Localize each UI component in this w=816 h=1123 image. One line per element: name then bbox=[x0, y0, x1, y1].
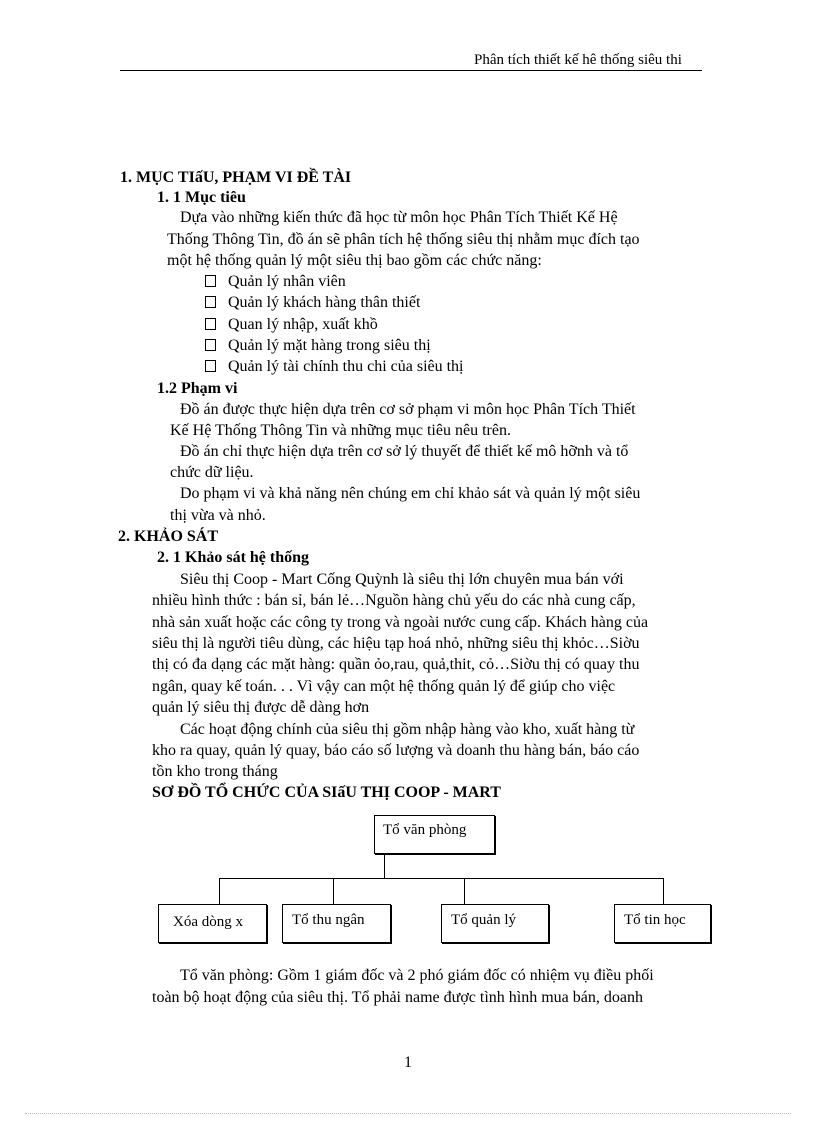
paragraph-line: một hệ thống quản lý một siêu thị bao gồm các chức năng: bbox=[167, 252, 542, 269]
heading-1-2: 1.2 Phạm vi bbox=[157, 380, 238, 397]
heading-1: 1. MỤC TIấU, PHẠM VI ĐỀ TÀI bbox=[120, 169, 352, 186]
org-node-child: Tổ tin học bbox=[614, 904, 711, 943]
paragraph-line: nhiều hình thức : bán sỉ, bán lẻ…Nguồn hàng chủ yếu do các nhà cung cấp, bbox=[152, 592, 636, 609]
checkbox-bullet-icon bbox=[205, 339, 216, 351]
paragraph-line: Do phạm vi và khả năng nên chúng em chỉ khảo sát và quản lý một siêu bbox=[180, 485, 641, 502]
connector-line bbox=[464, 878, 465, 904]
org-node-root: Tổ văn phòng bbox=[374, 815, 495, 854]
running-header: Phân tích thiết kế hê thống siêu thi bbox=[474, 52, 682, 68]
connector-line bbox=[333, 878, 334, 904]
list-item: Quản lý khách hàng thân thiết bbox=[205, 293, 420, 313]
paragraph-line: thị vừa và nhỏ. bbox=[170, 507, 266, 524]
paragraph-line: chức dữ liệu. bbox=[170, 464, 254, 481]
paragraph-line: siêu thị là người tiêu dùng, các hiệu tạp hoá nhỏ, những siêu thị khỏc…Siờu bbox=[152, 635, 640, 652]
connector-line bbox=[663, 878, 664, 904]
heading-2-1: 2. 1 Khảo sát hệ thống bbox=[157, 549, 310, 566]
checkbox-bullet-icon bbox=[205, 360, 216, 372]
checkbox-bullet-icon bbox=[205, 275, 216, 287]
paragraph-line: Đồ án chỉ thực hiện dựa trên cơ sở lý thuyết để thiết kế mô hỡnh và tổ bbox=[180, 443, 629, 460]
heading-1-1: 1. 1 Mục tiêu bbox=[157, 189, 246, 206]
paragraph-line: Thống Thông Tin, đồ án sẽ phân tích hệ thống siêu thị nhằm mục đích tạo bbox=[167, 231, 640, 248]
list-item: Quản lý nhân viên bbox=[205, 272, 346, 292]
org-node-child: Tổ quản lý bbox=[441, 904, 549, 943]
connector-line bbox=[219, 878, 664, 879]
checkbox-bullet-icon bbox=[205, 296, 216, 308]
paragraph-line: kho ra quay, quản lý quay, báo cáo số lượng và doanh thu hàng bán, báo cáo bbox=[152, 742, 640, 759]
heading-2: 2. KHẢO SÁT bbox=[118, 528, 219, 545]
header-rule bbox=[120, 70, 702, 71]
paragraph-line: Kế Hệ Thống Thông Tin và những mục tiêu nêu trên. bbox=[170, 422, 511, 439]
paragraph-line: nhà sản xuất hoặc các công ty trong và ngoài nước cung cấp. Khách hàng của bbox=[152, 614, 649, 631]
paragraph-line: Tổ văn phòng: Gồm 1 giám đốc và 2 phó giám đốc có nhiệm vụ điều phối bbox=[180, 967, 654, 984]
list-item: Quản lý tài chính thu chi của siêu thị bbox=[205, 357, 464, 377]
org-node-child: Xóa dòng x bbox=[158, 904, 267, 943]
paragraph-line: Đồ án được thực hiện dựa trên cơ sở phạm vi môn học Phân Tích Thiết bbox=[180, 401, 636, 418]
paragraph-line: toàn bộ hoạt động của siêu thị. Tổ phải name được tình hình mua bán, doanh bbox=[152, 989, 643, 1006]
list-item: Quan lý nhập, xuất khồ bbox=[205, 315, 378, 335]
paragraph-line: Các hoạt động chính của siêu thị gồm nhập hàng vào kho, xuất hàng từ bbox=[180, 721, 635, 738]
page-boundary bbox=[25, 1113, 791, 1114]
checkbox-bullet-icon bbox=[205, 318, 216, 330]
connector-line bbox=[384, 853, 385, 878]
paragraph-line: thị có đa dạng các mặt hàng: quần ỏo,rau, quả,thit, cỏ…Siờu thị có quay thu bbox=[152, 656, 640, 673]
paragraph-line: tồn kho trong tháng bbox=[152, 763, 278, 780]
connector-line bbox=[219, 878, 220, 904]
list-item: Quản lý mặt hàng trong siêu thị bbox=[205, 336, 431, 356]
paragraph-line: quản lý siêu thị được dễ dàng hơn bbox=[152, 699, 370, 716]
paragraph-line: Dựa vào những kiến thức đã học từ môn học Phân Tích Thiết Kế Hệ bbox=[180, 209, 618, 226]
org-node-child: Tổ thu ngân bbox=[282, 904, 391, 943]
paragraph-line: Siêu thị Coop - Mart Cống Quỳnh là siêu thị lớn chuyên mua bán với bbox=[180, 571, 624, 588]
page-number: 1 bbox=[404, 1054, 412, 1071]
org-chart-title: SƠ ĐỒ TỔ CHỨC CỦA SIấU THỊ COOP - MART bbox=[152, 784, 501, 801]
paragraph-line: ngân, quay kế toán. . . Vì vậy can một hệ thống quản lý để giúp cho việc bbox=[152, 678, 616, 695]
